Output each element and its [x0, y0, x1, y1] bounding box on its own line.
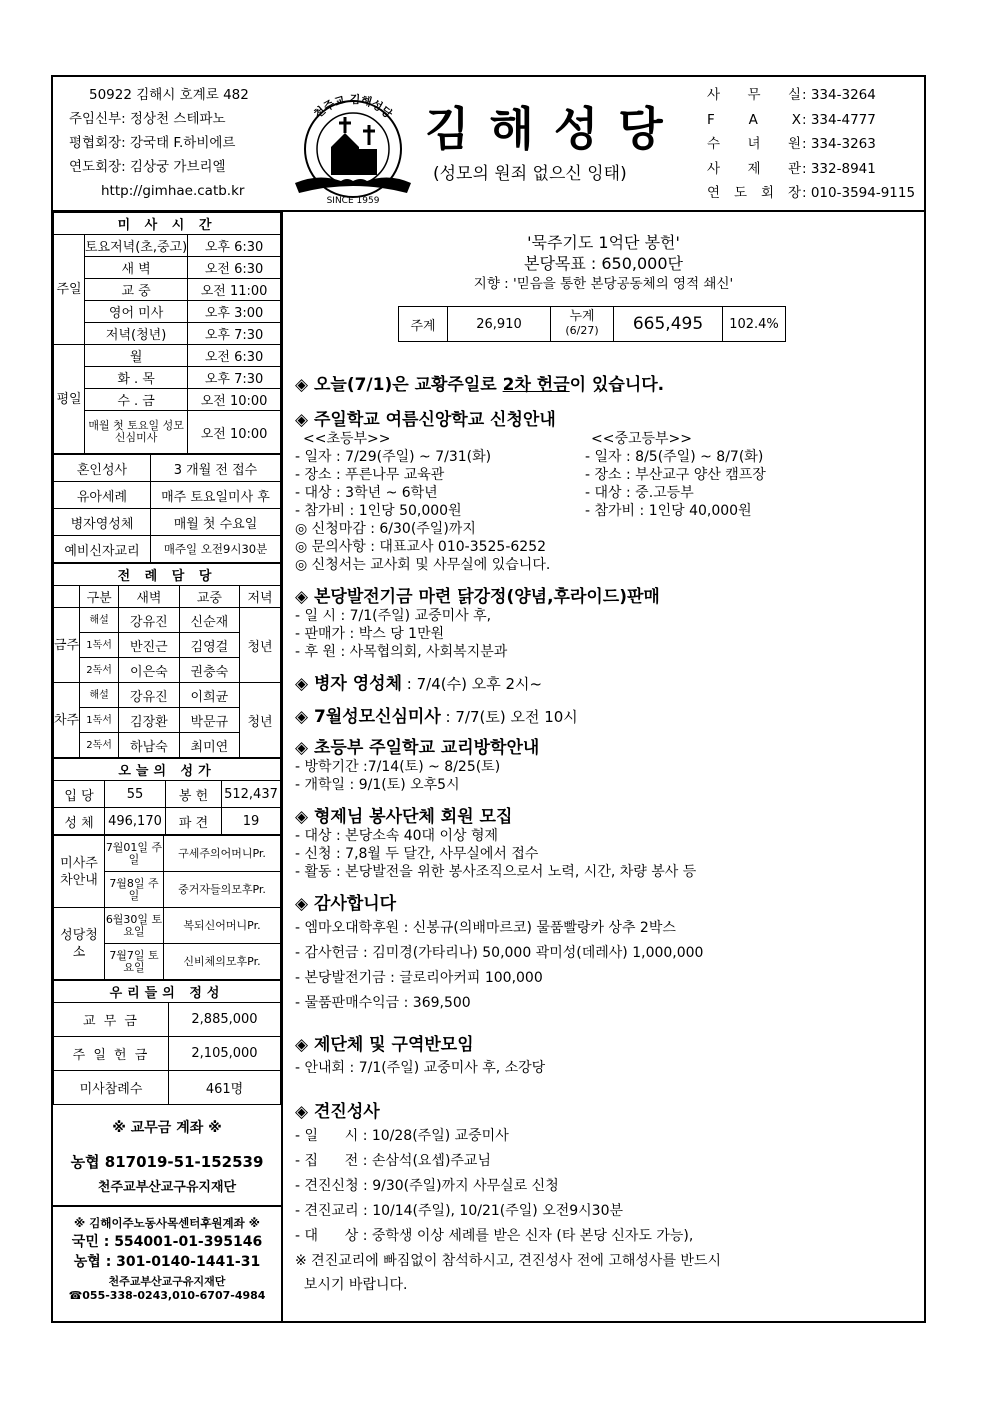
- donation-nh: 농협 : 301-0140-1441-31: [73, 1254, 261, 1270]
- hymns-title: 오늘의 성가: [54, 759, 281, 781]
- confirmation-line: ※ 견진교리에 빠짐없이 참석하시고, 견진성사 전에 고해성사를 반드시: [295, 1253, 722, 1269]
- meetings-line: - 안내회 : 7/1(주일) 교중미사 후, 소강당: [295, 1060, 546, 1076]
- offering-table: [53, 980, 281, 1105]
- contact-label: 연 도 회 장: [707, 185, 802, 201]
- confirmation-line: - 일 시 : 10/28(주일) 교중미사: [295, 1128, 509, 1144]
- mass-time: 오전 6:30: [188, 257, 281, 279]
- confirmation-line: - 집 전 : 손삼석(요셉)주교님: [295, 1153, 491, 1169]
- chicken-sale-line: - 일 시 : 7/1(주일) 교중미사 후,: [295, 608, 492, 624]
- mass-schedule-title: 미 사 시 간: [54, 213, 281, 235]
- pastor: 주임신부: 정상천 스테파노: [69, 111, 226, 127]
- contact-row: [707, 108, 915, 133]
- duty-group: 중거자들의모후Pr.: [164, 872, 281, 908]
- hymn-label: 성 체: [54, 808, 105, 835]
- mass-time: 오후 7:30: [188, 323, 281, 345]
- address: 50922 김해시 호계로 482: [89, 87, 249, 103]
- mass-name: 수 . 금: [85, 389, 188, 411]
- mass-time: 오전 10:00: [188, 411, 281, 454]
- offering-value: 461명: [169, 1071, 281, 1105]
- contact-value: : 334-3264: [802, 87, 876, 103]
- contact-value: : 334-4777: [802, 111, 876, 128]
- contact-value: : 334-3263: [802, 136, 876, 152]
- summer-school-head: <<중고등부>>: [591, 431, 693, 447]
- volunteer-line: - 대상 : 본당소속 40대 이상 형제: [295, 828, 499, 844]
- donation-kb: 국민 : 554001-01-395146: [71, 1234, 263, 1250]
- liturgy-evening: 청년: [240, 608, 281, 683]
- logo-since: SINCE 1959: [326, 196, 380, 205]
- logo-text: 천주교 김해성당: [311, 92, 395, 121]
- liturgy-main: 권충숙: [179, 658, 240, 683]
- liturgy-role: 2독서: [80, 733, 119, 758]
- confirmation-line: - 견진신청 : 9/30(주일)까지 사무실로 신청: [295, 1178, 559, 1194]
- youth-president: 연도회장: 김상궁 가브리엘: [69, 159, 226, 175]
- summer-school-line: - 장소 : 부산교구 양산 캠프장: [585, 467, 766, 483]
- this-week-label: 금주: [54, 608, 80, 683]
- offering-title: 우리들의 정성: [54, 981, 281, 1003]
- rosary-progress-table: [398, 306, 786, 342]
- donation-phone: ☎055-338-0243,010-6707-4984: [68, 1289, 266, 1302]
- contact-row: [707, 181, 915, 206]
- mass-name: 저녁(청년): [85, 323, 188, 345]
- summer-school-line: - 대상 : 중.고등부: [585, 485, 694, 501]
- mass-time: 오전 10:00: [188, 389, 281, 411]
- thanks-line: - 본당발전기금 : 글로리아커피 100,000: [295, 970, 543, 986]
- summer-school-line: - 장소 : 푸른나무 교육관: [295, 467, 445, 483]
- rosary-box: [283, 232, 924, 295]
- notice-volunteer-title: ◈ 형제님 봉사단체 회원 모집: [295, 807, 513, 827]
- account-number: 농협 817019-51-152539: [70, 1153, 264, 1171]
- account-title: ※ 교무금 계좌 ※: [112, 1120, 222, 1136]
- rosary-intention: 지향 : '믿음을 통한 본당공동체의 영적 쇄신': [473, 276, 734, 292]
- council-president: 평협회장: 강국태 F.하비에르: [69, 135, 236, 151]
- sacrament-value: 매주일 오전9시30분: [151, 536, 281, 563]
- notice-summer-school-title: ◈ 주일학교 여름신앙학교 신청안내: [295, 410, 556, 430]
- rosary-week-value: 26,910: [448, 307, 551, 342]
- hymn-number: 55: [105, 781, 166, 808]
- hymn-number: 496,170: [105, 808, 166, 835]
- liturgy-dawn: 반진근: [119, 633, 180, 658]
- liturgy-role: 1독서: [80, 708, 119, 733]
- contact-row: [707, 132, 915, 157]
- summer-school-line: - 참가비 : 1인당 40,000원: [585, 503, 752, 519]
- liturgy-dawn: 김장환: [119, 708, 180, 733]
- contact-list: [707, 83, 915, 206]
- liturgy-dawn: 강유진: [119, 608, 180, 633]
- summer-school-line: - 일자 : 8/5(주일) ~ 8/7(화): [585, 449, 764, 465]
- summer-school-line: - 대상 : 3학년 ~ 6학년: [295, 485, 438, 501]
- liturgy-main: 이희균: [179, 683, 240, 708]
- summer-school-note: ◎ 문의사항 : 대표교사 010-3525-6252: [295, 539, 547, 555]
- account-owner: 천주교부산교구유지재단: [97, 1180, 237, 1195]
- rosary-goal: 본당목표 : 650,000단: [523, 254, 683, 273]
- mass-name: 새 벽: [85, 257, 188, 279]
- hymn-label: 파 견: [166, 808, 222, 835]
- mass-time: 오후 3:00: [188, 301, 281, 323]
- sacrament-value: 매주 토요일미사 후: [151, 482, 281, 509]
- rosary-total-date: (6/27): [565, 324, 599, 337]
- notice-confirmation-title: ◈ 견진성사: [295, 1102, 380, 1122]
- duties-table: [53, 835, 281, 980]
- liturgy-evening: 청년: [240, 683, 281, 758]
- confirmation-line: 보시기 바랍니다.: [295, 1277, 408, 1293]
- chicken-sale-line: - 후 원 : 사목협의회, 사회복지분과: [295, 644, 508, 660]
- liturgy-role: 2독서: [80, 658, 119, 683]
- hymn-label: 봉 헌: [166, 781, 222, 808]
- mass-name: 화 . 목: [85, 367, 188, 389]
- donation-title: ※ 김해이주노동사목센터후원계좌 ※: [74, 1216, 260, 1230]
- rosary-total-label: 누계: [569, 309, 595, 324]
- notices: [295, 370, 920, 1296]
- notice-marian-mass: ◈ 7월성모신심미사 : 7/7(토) 오전 10시: [295, 707, 578, 727]
- sacrament-value: 3 개월 전 접수: [151, 455, 281, 482]
- summer-school-head: <<초등부>>: [303, 431, 391, 447]
- offering-name: 미사참례수: [54, 1071, 169, 1105]
- offering-name: 교 무 금: [54, 1003, 169, 1037]
- rosary-heading: '묵주기도 1억단 봉헌': [527, 233, 680, 252]
- notice-vacation-title: ◈ 초등부 주일학교 교리방학안내: [295, 738, 540, 758]
- liturgy-dawn: 강유진: [119, 683, 180, 708]
- next-week-label: 차주: [54, 683, 80, 758]
- duty-date: 7월8일 주일: [105, 872, 164, 908]
- notice-second-collection: ◈ 오늘(7/1)은 교황주일로 2차 헌금이 있습니다.: [295, 375, 665, 395]
- duty-date: 7월7일 토요일: [105, 944, 164, 980]
- mass-name: 영어 미사: [85, 301, 188, 323]
- contact-value: : 332-8941: [802, 160, 876, 177]
- liturgy-table: [53, 563, 281, 758]
- offering-value: 2,885,000: [169, 1003, 281, 1037]
- duty-group: 구세주의어머니Pr.: [164, 836, 281, 872]
- duty-date: 7월01일 주일: [105, 836, 164, 872]
- liturgy-header: 저녁: [240, 586, 281, 608]
- duty-group: 복되신어머니Pr.: [164, 908, 281, 944]
- sacrament-name: 병자영성체: [54, 509, 151, 536]
- vacation-line: - 개학일 : 9/1(토) 오후5시: [295, 777, 460, 793]
- mass-name: 매월 첫 토요일 성모신심미사: [85, 411, 188, 454]
- sacrament-name: 유아세례: [54, 482, 151, 509]
- thanks-line: - 감사헌금 : 김미경(가타리나) 50,000 곽미성(데레사) 1,000,000: [295, 945, 704, 961]
- contact-label: F A X: [707, 111, 802, 128]
- sunday-label: 주일: [54, 235, 85, 345]
- parish-title: 김해성당: [425, 102, 683, 156]
- liturgy-corner: [54, 586, 80, 608]
- sacraments-table: [53, 454, 281, 563]
- rosary-percent: 102.4%: [723, 307, 786, 342]
- header: [53, 77, 924, 212]
- mass-time: 오전 11:00: [188, 279, 281, 301]
- thanks-line: - 엠마오대학후원 : 신봉규(의배마르코) 물품빨랑카 상추 2박스: [295, 920, 676, 936]
- mass-time: 오전 6:30: [188, 345, 281, 367]
- confirmation-line: - 견진교리 : 10/14(주일), 10/21(주일) 오전9시30분: [295, 1203, 624, 1219]
- parking-label: 미사주차안내: [54, 836, 105, 908]
- thanks-line: - 물품판매수익금 : 369,500: [295, 995, 471, 1011]
- sacrament-value: 매월 첫 수요일: [151, 509, 281, 536]
- donation-box: [53, 1207, 281, 1302]
- account-box: [53, 1105, 281, 1207]
- liturgy-main: 김영걸: [179, 633, 240, 658]
- parish-subtitle: (성모의 원죄 없으신 잉태): [433, 164, 627, 184]
- sacrament-name: 예비신자교리: [54, 536, 151, 563]
- contact-row: [707, 157, 915, 182]
- volunteer-line: - 신청 : 7,8월 두 달간, 사무실에서 접수: [295, 846, 539, 862]
- liturgy-main: 최미연: [179, 733, 240, 758]
- liturgy-main: 신순재: [179, 608, 240, 633]
- weekday-label: 평일: [54, 345, 85, 454]
- main-content: [283, 212, 924, 1323]
- liturgy-header: 구분: [80, 586, 119, 608]
- notice-thanks-title: ◈ 감사합니다: [295, 894, 397, 914]
- offering-value: 2,105,000: [169, 1037, 281, 1071]
- chicken-sale-line: - 판매가 : 박스 당 1만원: [295, 626, 445, 642]
- parish-logo: [289, 87, 417, 205]
- liturgy-title: 전 례 담 당: [54, 564, 281, 586]
- contact-label: 사 무 실: [707, 87, 802, 103]
- contact-row: [707, 83, 915, 108]
- duty-group: 신비체의모후Pr.: [164, 944, 281, 980]
- notice-meetings-title: ◈ 제단체 및 구역반모임: [295, 1035, 474, 1055]
- sacrament-name: 혼인성사: [54, 455, 151, 482]
- liturgy-header: 교중: [179, 586, 240, 608]
- liturgy-role: 해설: [80, 608, 119, 633]
- hymn-number: 19: [222, 808, 281, 835]
- notice-chicken-sale-title: ◈ 본당발전기금 마련 닭강정(양념,후라이드)판매: [295, 587, 660, 607]
- mass-name: 월: [85, 345, 188, 367]
- confirmation-line: - 대 상 : 중학생 이상 세례를 받은 신자 (타 본당 신자도 가능),: [295, 1228, 694, 1244]
- sidebar: [53, 212, 283, 1323]
- rosary-week-label: 주계: [399, 307, 448, 342]
- offering-name: 주 일 헌 금: [54, 1037, 169, 1071]
- website-link[interactable]: http://gimhae.catb.kr: [101, 183, 245, 199]
- mass-schedule-table: [53, 212, 281, 454]
- summer-school-columns: [295, 430, 920, 520]
- rosary-total-value: 665,495: [614, 307, 723, 342]
- contact-label: 사 제 관: [707, 160, 802, 177]
- contact-label: 수 녀 원: [707, 136, 802, 152]
- summer-school-note: ◎ 신청마감 : 6/30(주일)까지: [295, 521, 476, 537]
- mass-time: 오후 6:30: [188, 235, 281, 257]
- liturgy-role: 해설: [80, 683, 119, 708]
- contact-value: : 010-3594-9115: [802, 185, 916, 201]
- duty-date: 6월30일 토요일: [105, 908, 164, 944]
- cleaning-label: 성당청소: [54, 908, 105, 980]
- hymn-number: 512,437: [222, 781, 281, 808]
- vacation-line: - 방학기간 :7/14(토) ~ 8/25(토): [295, 759, 501, 775]
- hymn-label: 입 당: [54, 781, 105, 808]
- mass-name: 교 중: [85, 279, 188, 301]
- volunteer-line: - 활동 : 본당발전을 위한 봉사조직으로서 노력, 시간, 차량 봉사 등: [295, 864, 697, 880]
- bulletin-frame: [51, 75, 926, 1323]
- donation-owner: 천주교부산교구유지재단: [108, 1275, 226, 1288]
- liturgy-main: 박문규: [179, 708, 240, 733]
- liturgy-dawn: 하남숙: [119, 733, 180, 758]
- notice-sick-communion: ◈ 병자 영성체 : 7/4(수) 오후 2시~: [295, 674, 543, 694]
- header-info: [69, 83, 249, 203]
- svg-text:천주교 김해성당: [311, 92, 396, 121]
- summer-school-line: - 일자 : 7/29(주일) ~ 7/31(화): [295, 449, 492, 465]
- mass-time: 오후 7:30: [188, 367, 281, 389]
- mass-name: 토요저녁(초,중고): [85, 235, 188, 257]
- liturgy-header: 새벽: [119, 586, 180, 608]
- summer-school-note: ◎ 신청서는 교사회 및 사무실에 있습니다.: [295, 557, 551, 573]
- liturgy-role: 1독서: [80, 633, 119, 658]
- summer-school-line: - 참가비 : 1인당 50,000원: [295, 503, 462, 519]
- hymns-table: [53, 758, 281, 835]
- liturgy-dawn: 이은숙: [119, 658, 180, 683]
